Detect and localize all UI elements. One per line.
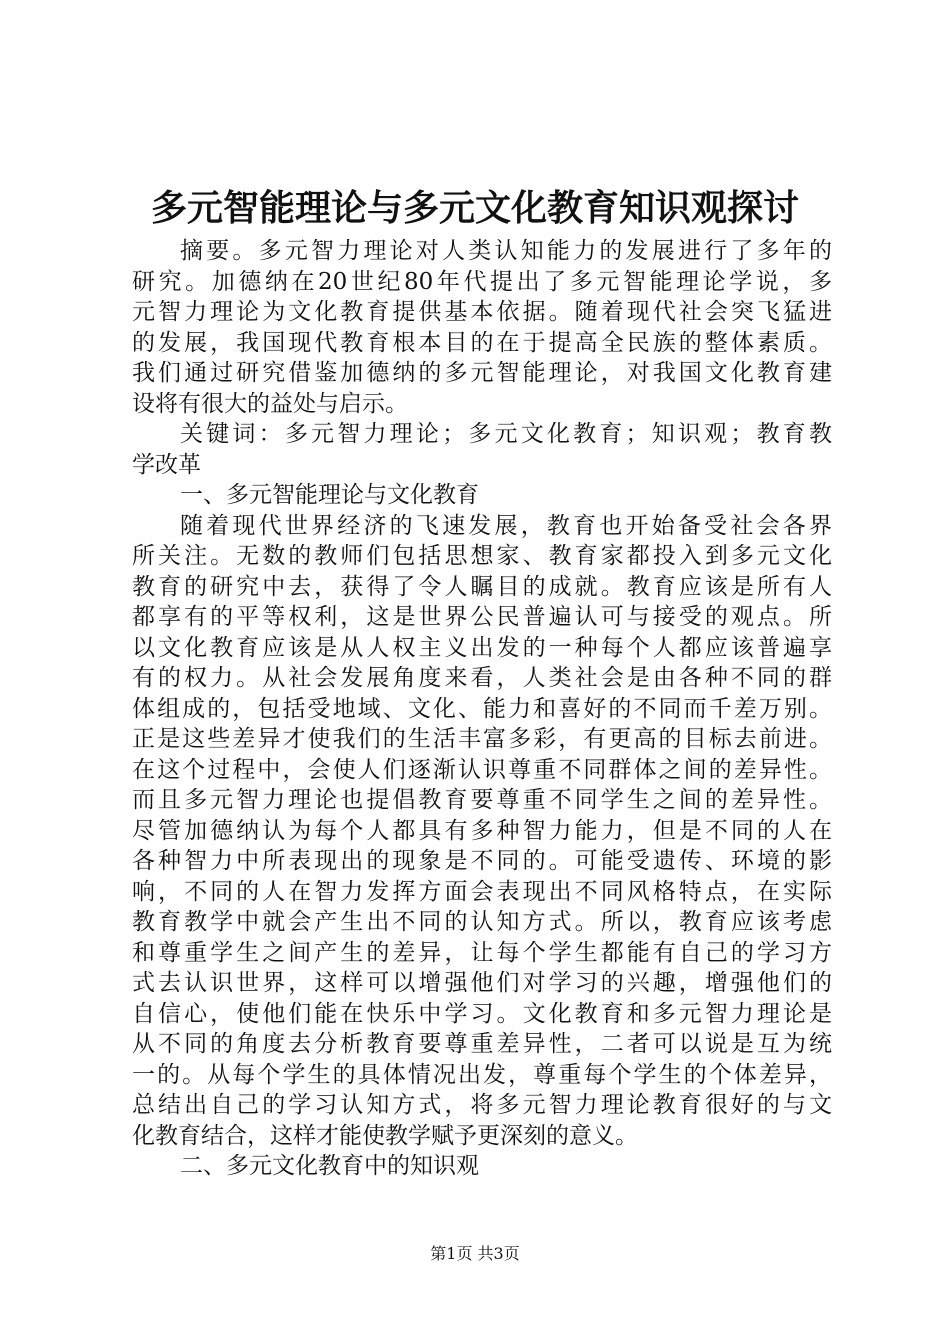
text-line: 所关注。无数的教师们包括思想家、教育家都投入到多元文化 (132, 543, 832, 569)
text-line: 教育教学中就会产生出不同的认知方式。所以，教育应该考虑 (132, 909, 832, 935)
text-line: 有的权力。从社会发展角度来看，人类社会是由各种不同的群 (132, 665, 832, 691)
text-line: 以文化教育应该是从人权主义出发的一种每个人都应该普遍享 (132, 634, 832, 661)
text-line: 化教育结合，这样才能使教学赋予更深刻的意义。 (132, 1122, 638, 1149)
text-line: 教育的研究中去，获得了令人瞩目的成就。教育应该是所有人 (132, 573, 832, 600)
text-line: 元智力理论为文化教育提供基本依据。随着现代社会突飞猛进 (132, 299, 832, 325)
text-line: 正是这些差异才使我们的生活丰富多彩，有更高的目标去前进。 (132, 726, 832, 752)
section-heading: 一、多元智能理论与文化教育 (180, 482, 479, 508)
text-line: 在这个过程中，会使人们逐渐认识尊重不同群体之间的差异性。 (132, 756, 832, 783)
text-line: 式去认识世界，这样可以增强他们对学习的兴趣，增强他们的 (132, 970, 832, 996)
section-heading: 二、多元文化教育中的知识观 (180, 1153, 479, 1179)
text-line: 体组成的，包括受地域、文化、能力和喜好的不同而千差万别。 (132, 695, 832, 722)
document-body (132, 236, 832, 1182)
text-line: 总结出自己的学习认知方式，将多元智力理论教育很好的与文 (132, 1092, 832, 1118)
text-line: 尽管加德纳认为每个人都具有多种智力能力，但是不同的人在 (132, 817, 832, 844)
text-line: 的发展，我国现代教育根本目的在于提高全民族的整体素质。 (132, 329, 832, 356)
text-line: 各种智力中所表现出的现象是不同的。可能受遗传、环境的影 (132, 848, 832, 874)
text-line: 摘要。多元智力理论对人类认知能力的发展进行了多年的 (180, 238, 832, 264)
text-line: 自信心，使他们能在快乐中学习。文化教育和多元智力理论是 (132, 1000, 832, 1027)
text-line: 学改革 (132, 451, 201, 478)
text-line: 研究。加德纳在20世纪80年代提出了多元智能理论学说，多 (132, 268, 832, 295)
text-line: 我们通过研究借鉴加德纳的多元智能理论，对我国文化教育建 (132, 360, 832, 386)
text-line: 随着现代世界经济的飞速发展，教育也开始备受社会各界 (180, 512, 832, 539)
text-line: 都享有的平等权利，这是世界公民普遍认可与接受的观点。所 (132, 604, 832, 630)
text-line: 而且多元智力理论也提倡教育要尊重不同学生之间的差异性。 (132, 787, 832, 813)
text-line: 关键词：多元智力理论；多元文化教育；知识观；教育教 (180, 421, 832, 447)
page-footer: 第1页 共3页 (430, 1244, 520, 1263)
text-line: 设将有很大的益处与启示。 (132, 390, 408, 417)
text-line: 从不同的角度去分析教育要尊重差异性，二者可以说是互为统 (132, 1031, 832, 1057)
document-title: 多元智能理论与多元文化教育知识观探讨 (150, 187, 799, 229)
text-line: 和尊重学生之间产生的差异，让每个学生都能有自己的学习方 (132, 939, 832, 966)
text-line: 响，不同的人在智力发挥方面会表现出不同风格特点，在实际 (132, 878, 832, 905)
text-line: 一的。从每个学生的具体情况出发，尊重每个学生的个体差异， (132, 1061, 832, 1088)
